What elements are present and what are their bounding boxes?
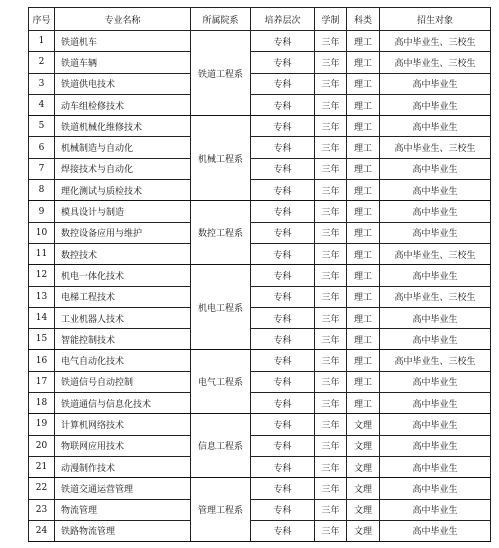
cell-category: 理工 [347, 201, 380, 222]
table-row [29, 222, 491, 243]
cell-department: 数控工程系 [191, 201, 251, 265]
cell-no: 13 [29, 286, 55, 307]
cell-level: 专科 [251, 180, 315, 201]
table-row [29, 73, 491, 94]
cell-level: 专科 [251, 116, 315, 137]
table-row [29, 265, 491, 286]
cell-target: 高中毕业生 [380, 180, 491, 201]
cell-category: 理工 [347, 222, 380, 243]
cell-target: 高中毕业生 [380, 307, 491, 328]
cell-major: 铁道车辆 [55, 52, 191, 73]
cell-no: 6 [29, 137, 55, 158]
cell-department: 机械工程系 [191, 116, 251, 201]
table-row [29, 201, 491, 222]
cell-category: 理工 [347, 52, 380, 73]
cell-target: 高中毕业生、三校生 [380, 243, 491, 264]
cell-years: 三年 [315, 371, 347, 392]
cell-level: 专科 [251, 307, 315, 328]
cell-level: 专科 [251, 31, 315, 52]
cell-target: 高中毕业生 [380, 73, 491, 94]
cell-target: 高中毕业生 [380, 414, 491, 435]
cell-years: 三年 [315, 350, 347, 371]
cell-no: 11 [29, 243, 55, 264]
cell-no: 16 [29, 350, 55, 371]
table-row [29, 52, 491, 73]
cell-level: 专科 [251, 52, 315, 73]
header-level: 培养层次 [251, 8, 315, 31]
cell-category: 文理 [347, 499, 380, 520]
cell-no: 7 [29, 158, 55, 179]
table-row [29, 329, 491, 350]
cell-years: 三年 [315, 265, 347, 286]
cell-category: 理工 [347, 31, 380, 52]
cell-no: 12 [29, 265, 55, 286]
header-major: 专业名称 [55, 8, 191, 31]
cell-target: 高中毕业生 [380, 520, 491, 541]
cell-level: 专科 [251, 371, 315, 392]
cell-target: 高中毕业生 [380, 456, 491, 477]
cell-years: 三年 [315, 116, 347, 137]
cell-target: 高中毕业生 [380, 158, 491, 179]
cell-no: 19 [29, 414, 55, 435]
cell-no: 20 [29, 435, 55, 456]
cell-level: 专科 [251, 137, 315, 158]
cell-major: 机械制造与自动化 [55, 137, 191, 158]
cell-no: 3 [29, 73, 55, 94]
cell-target: 高中毕业生 [380, 201, 491, 222]
cell-category: 理工 [347, 180, 380, 201]
cell-target: 高中毕业生 [380, 478, 491, 499]
cell-major: 机电一体化技术 [55, 265, 191, 286]
cell-category: 文理 [347, 520, 380, 541]
cell-years: 三年 [315, 435, 347, 456]
cell-major: 铁道通信与信息化技术 [55, 393, 191, 414]
header-department: 所属院系 [191, 8, 251, 31]
table-row [29, 478, 491, 499]
cell-department: 信息工程系 [191, 414, 251, 478]
cell-years: 三年 [315, 286, 347, 307]
cell-category: 文理 [347, 414, 380, 435]
header-no: 序号 [29, 8, 55, 31]
cell-no: 2 [29, 52, 55, 73]
cell-level: 专科 [251, 435, 315, 456]
cell-level: 专科 [251, 393, 315, 414]
cell-no: 22 [29, 478, 55, 499]
cell-no: 14 [29, 307, 55, 328]
cell-years: 三年 [315, 158, 347, 179]
cell-major: 理化测试与质检技术 [55, 180, 191, 201]
cell-years: 三年 [315, 31, 347, 52]
cell-category: 理工 [347, 94, 380, 115]
cell-target: 高中毕业生、三校生 [380, 52, 491, 73]
header-target: 招生对象 [380, 8, 491, 31]
table-row [29, 393, 491, 414]
table-body [29, 31, 491, 542]
cell-major: 物流管理 [55, 499, 191, 520]
cell-no: 5 [29, 116, 55, 137]
table-row [29, 94, 491, 115]
cell-level: 专科 [251, 456, 315, 477]
cell-years: 三年 [315, 307, 347, 328]
cell-category: 理工 [347, 243, 380, 264]
cell-category: 理工 [347, 307, 380, 328]
table-row [29, 31, 491, 52]
cell-category: 理工 [347, 350, 380, 371]
cell-major: 模具设计与制造 [55, 201, 191, 222]
cell-department: 电气工程系 [191, 350, 251, 414]
table-row [29, 350, 491, 371]
cell-target: 高中毕业生、三校生 [380, 31, 491, 52]
cell-category: 理工 [347, 286, 380, 307]
cell-level: 专科 [251, 499, 315, 520]
cell-level: 专科 [251, 94, 315, 115]
cell-department: 铁道工程系 [191, 31, 251, 116]
cell-no: 10 [29, 222, 55, 243]
cell-target: 高中毕业生 [380, 393, 491, 414]
cell-category: 理工 [347, 116, 380, 137]
cell-no: 21 [29, 456, 55, 477]
cell-major: 数控技术 [55, 243, 191, 264]
cell-level: 专科 [251, 478, 315, 499]
enrollment-table [28, 7, 491, 542]
cell-level: 专科 [251, 329, 315, 350]
cell-target: 高中毕业生、三校生 [380, 286, 491, 307]
cell-category: 文理 [347, 456, 380, 477]
cell-level: 专科 [251, 265, 315, 286]
cell-major: 焊接技术与自动化 [55, 158, 191, 179]
cell-years: 三年 [315, 499, 347, 520]
cell-major: 物联网应用技术 [55, 435, 191, 456]
cell-category: 理工 [347, 329, 380, 350]
cell-category: 理工 [347, 158, 380, 179]
cell-category: 文理 [347, 435, 380, 456]
cell-level: 专科 [251, 222, 315, 243]
cell-level: 专科 [251, 73, 315, 94]
cell-major: 数控设备应用与维护 [55, 222, 191, 243]
cell-target: 高中毕业生 [380, 265, 491, 286]
cell-major: 工业机器人技术 [55, 307, 191, 328]
cell-major: 铁道供电技术 [55, 73, 191, 94]
cell-category: 理工 [347, 393, 380, 414]
cell-years: 三年 [315, 243, 347, 264]
cell-no: 9 [29, 201, 55, 222]
cell-major: 铁道机械化维修技术 [55, 116, 191, 137]
cell-target: 高中毕业生 [380, 371, 491, 392]
table-row [29, 371, 491, 392]
cell-major: 铁路物流管理 [55, 520, 191, 541]
cell-years: 三年 [315, 52, 347, 73]
table-row [29, 158, 491, 179]
cell-no: 23 [29, 499, 55, 520]
cell-years: 三年 [315, 94, 347, 115]
cell-years: 三年 [315, 520, 347, 541]
table-row [29, 180, 491, 201]
cell-major: 铁道交通运营管理 [55, 478, 191, 499]
cell-level: 专科 [251, 414, 315, 435]
table-row [29, 243, 491, 264]
cell-level: 专科 [251, 201, 315, 222]
cell-level: 专科 [251, 350, 315, 371]
cell-years: 三年 [315, 137, 347, 158]
header-years: 学制 [315, 8, 347, 31]
cell-no: 8 [29, 180, 55, 201]
table-row [29, 456, 491, 477]
cell-years: 三年 [315, 393, 347, 414]
enrollment-table-container [28, 7, 490, 542]
cell-target: 高中毕业生 [380, 222, 491, 243]
cell-target: 高中毕业生、三校生 [380, 137, 491, 158]
table-row [29, 137, 491, 158]
cell-category: 文理 [347, 478, 380, 499]
table-row [29, 286, 491, 307]
cell-level: 专科 [251, 243, 315, 264]
table-row [29, 520, 491, 541]
cell-target: 高中毕业生 [380, 116, 491, 137]
table-row [29, 414, 491, 435]
cell-level: 专科 [251, 158, 315, 179]
cell-major: 电梯工程技术 [55, 286, 191, 307]
cell-years: 三年 [315, 73, 347, 94]
table-row [29, 307, 491, 328]
cell-no: 17 [29, 371, 55, 392]
cell-years: 三年 [315, 201, 347, 222]
table-row [29, 499, 491, 520]
cell-years: 三年 [315, 222, 347, 243]
cell-target: 高中毕业生 [380, 94, 491, 115]
cell-no: 24 [29, 520, 55, 541]
cell-level: 专科 [251, 520, 315, 541]
cell-years: 三年 [315, 414, 347, 435]
cell-no: 1 [29, 31, 55, 52]
table-row [29, 116, 491, 137]
cell-target: 高中毕业生 [380, 499, 491, 520]
cell-no: 4 [29, 94, 55, 115]
cell-level: 专科 [251, 286, 315, 307]
cell-no: 18 [29, 393, 55, 414]
cell-major: 计算机网络技术 [55, 414, 191, 435]
cell-target: 高中毕业生 [380, 435, 491, 456]
cell-category: 理工 [347, 265, 380, 286]
cell-category: 理工 [347, 371, 380, 392]
cell-no: 15 [29, 329, 55, 350]
cell-years: 三年 [315, 180, 347, 201]
header-category: 科类 [347, 8, 380, 31]
cell-major: 铁道信号自动控制 [55, 371, 191, 392]
cell-target: 高中毕业生、三校生 [380, 350, 491, 371]
table-header-row [29, 8, 491, 31]
cell-major: 动漫制作技术 [55, 456, 191, 477]
cell-category: 理工 [347, 73, 380, 94]
cell-major: 电气自动化技术 [55, 350, 191, 371]
cell-major: 动车组检修技术 [55, 94, 191, 115]
cell-category: 理工 [347, 137, 380, 158]
cell-department: 机电工程系 [191, 265, 251, 350]
cell-years: 三年 [315, 329, 347, 350]
table-row [29, 435, 491, 456]
cell-years: 三年 [315, 456, 347, 477]
cell-major: 智能控制技术 [55, 329, 191, 350]
cell-years: 三年 [315, 478, 347, 499]
cell-major: 铁道机车 [55, 31, 191, 52]
cell-department: 管理工程系 [191, 478, 251, 542]
cell-target: 高中毕业生 [380, 329, 491, 350]
